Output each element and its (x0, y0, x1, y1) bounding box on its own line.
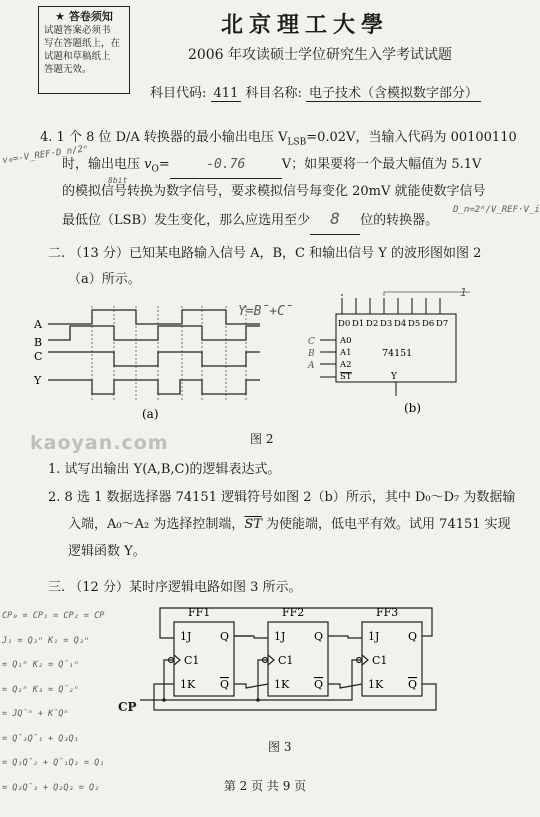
signal-label-A: A (34, 318, 42, 331)
q4-bits-handwritten: 8 (330, 209, 340, 228)
subject-line (150, 82, 481, 101)
margin-note-right: D_n=2ⁿ/V_REF·V_i (453, 205, 540, 215)
q4-answer-handwritten: -0.76 (206, 157, 246, 172)
chip-addr-a2: A2 (340, 360, 352, 370)
chip-addr-a1: A1 (340, 348, 352, 358)
fig2-caption: 图 2 (250, 432, 274, 446)
waveform-Y (48, 380, 260, 394)
q4-line1: 4. 1 个 8 位 D/A 转换器的最小输出电压 $V_{LSB}=0.02V$，当输入代码为 00100110 (40, 130, 517, 148)
st-overline: $\overline{ST}$ (244, 517, 262, 532)
q3-note: = JQ̄ⁿ + K̄Qⁿ (2, 709, 69, 719)
ff1-pin-q: Q (220, 630, 230, 643)
flipflop-circuit-figure (140, 600, 450, 725)
notice-box (38, 6, 130, 94)
ff3-pin-1k: 1K (368, 678, 384, 691)
notice-line: 试题和草稿纸上 (44, 51, 111, 62)
handwritten-expression: Y=B̄+C̄ (238, 304, 293, 319)
chip-y: Y (391, 372, 397, 382)
q3-note: = Q̄₃Q̄₁ + Q₃Q₁ (2, 733, 79, 744)
subject-code: 411 (211, 86, 242, 102)
ff3-pin-q: Q (408, 630, 418, 643)
ff3-pin-1j: 1J (368, 630, 380, 643)
chip-name: 74151 (382, 348, 413, 359)
chip-st: ST (340, 372, 352, 382)
chip-pin-d6: D6 (422, 319, 435, 329)
chip-input-b: B (308, 349, 315, 359)
waveform-A (48, 310, 260, 324)
q2-item2-line1: 2. 8 选 1 数据选择器 74151 逻辑符号如图 2（b）所示，其中 D₀～D₇ 为数据输 (48, 490, 516, 505)
ff2-pin-qbar: Q (314, 678, 324, 691)
cp-label: CP (118, 700, 137, 714)
signal-label-C: C (34, 350, 43, 363)
signal-label-B: B (34, 336, 43, 349)
q3-note: = Q₁Q̄₂ + Q̄₁Q₂ = Q₁ (2, 758, 105, 768)
chip-input-c: C (308, 337, 315, 347)
ff3-pin-qbar: Q (408, 678, 418, 691)
ff2-pin-1k: 1K (274, 678, 290, 691)
ff1-pin-1k: 1K (180, 678, 196, 691)
notice-title: ★ 答卷须知 (55, 10, 113, 23)
waveform-figure (30, 300, 270, 425)
subject-code-label: 科目代码: (150, 86, 207, 101)
ff2-label: FF2 (282, 606, 305, 619)
waveform-B (48, 326, 260, 340)
q2-line1: 二. （13 分）已知某电路输入信号 A，B，C 和输出信号 Y 的波形图如图 2 (48, 246, 482, 261)
chip-pin-d1: D1 (352, 319, 365, 329)
chip-addr-a0: A0 (340, 336, 352, 346)
notice-line: 试题答案必须书 (44, 25, 111, 36)
waveform-C (48, 352, 260, 366)
subject-name-label: 科目名称: (245, 86, 302, 101)
margin-note-above: 8bit (108, 176, 128, 185)
signal-label-Y: Y (34, 374, 42, 387)
ff2-pin-q: Q (314, 630, 324, 643)
chip-pin-d0: D0 (338, 319, 351, 329)
q2-item2-line2: 入端，A₀～A₂ 为选择控制端，$\overline{ST}$ 为使能端，低电平有效。试用 74151 实现 (68, 517, 511, 532)
q4-line3: 的模拟信号转换为数字信号，要求模拟信号每变化 20mV 就能使数字信号 (62, 184, 486, 199)
ff3-label: FF3 (376, 606, 399, 619)
q2-item2-line3: 逻辑函数 Y。 (68, 544, 146, 559)
handwritten-one: 1 (460, 286, 467, 299)
watermark: kaoyan.com (30, 432, 169, 454)
fig-b-label: (b) (404, 401, 422, 415)
ff1-pin-c1: C1 (184, 654, 200, 667)
ff2-pin-1j: 1J (274, 630, 286, 643)
q3-note: = Q₂ⁿ K₃ = Q̄₂ⁿ (2, 684, 79, 695)
q3-note: = Q₂Q̄₃ + Q₂Q₃ = Q₂ (2, 782, 100, 793)
university-name: 北京理工大學 (220, 12, 389, 38)
q3-line1: 三. （12 分）某时序逻辑电路如图 3 所示。 (48, 580, 302, 595)
q4-line4: 最低位（LSB）发生变化，那么应选用至少 8 位的转换器。 (62, 205, 438, 235)
q2-item1: 1. 试写出输出 Y(A,B,C)的逻辑表达式。 (48, 462, 281, 477)
q3-note: = Q₁ⁿ K₂ = Q̄₁ⁿ (2, 660, 79, 670)
notice-line: 答题无效。 (44, 64, 92, 75)
ff1-pin-qbar: Q (220, 678, 230, 691)
margin-note-left: v₀=-V_REF·D_n/2ⁿ (1, 144, 89, 166)
ff3-pin-c1: C1 (372, 654, 388, 667)
chip-74151-figure (300, 288, 480, 423)
q2-line2: （a）所示。 (68, 272, 141, 287)
chip-pin-d3: D3 (380, 319, 393, 329)
ff1-pin-1j: 1J (180, 630, 192, 643)
subject-name: 电子技术（含模拟数字部分） (306, 86, 481, 102)
chip-pin-d2: D2 (366, 319, 379, 329)
page-footer: 第 2 页 共 9 页 (223, 779, 307, 793)
q3-note: CP₀ = CP₁ = CP₂ = CP (2, 611, 105, 621)
chip-pin-d5: D5 (408, 319, 421, 329)
ff2-pin-c1: C1 (278, 654, 294, 667)
q4-line2: 时，输出电压 $v_O= -0.76$ V；如果要将一个最大幅值为 5.1V (62, 151, 481, 184)
q3-note: J₁ = Q₃ⁿ K₁ = Q₃ⁿ (2, 635, 89, 646)
fig-a-label: (a) (142, 407, 159, 421)
exam-title: 2006 年攻读硕士学位研究生入学考试试题 (187, 47, 453, 63)
ff1-label: FF1 (188, 606, 211, 619)
q3-margin-notes (2, 604, 132, 800)
chip-pin-d4: D4 (394, 319, 407, 329)
chip-input-a: A (308, 361, 315, 371)
fig3-caption: 图 3 (268, 740, 292, 754)
chip-pin-d7: D7 (436, 319, 449, 329)
notice-line: 写在答题纸上，在 (44, 38, 121, 49)
